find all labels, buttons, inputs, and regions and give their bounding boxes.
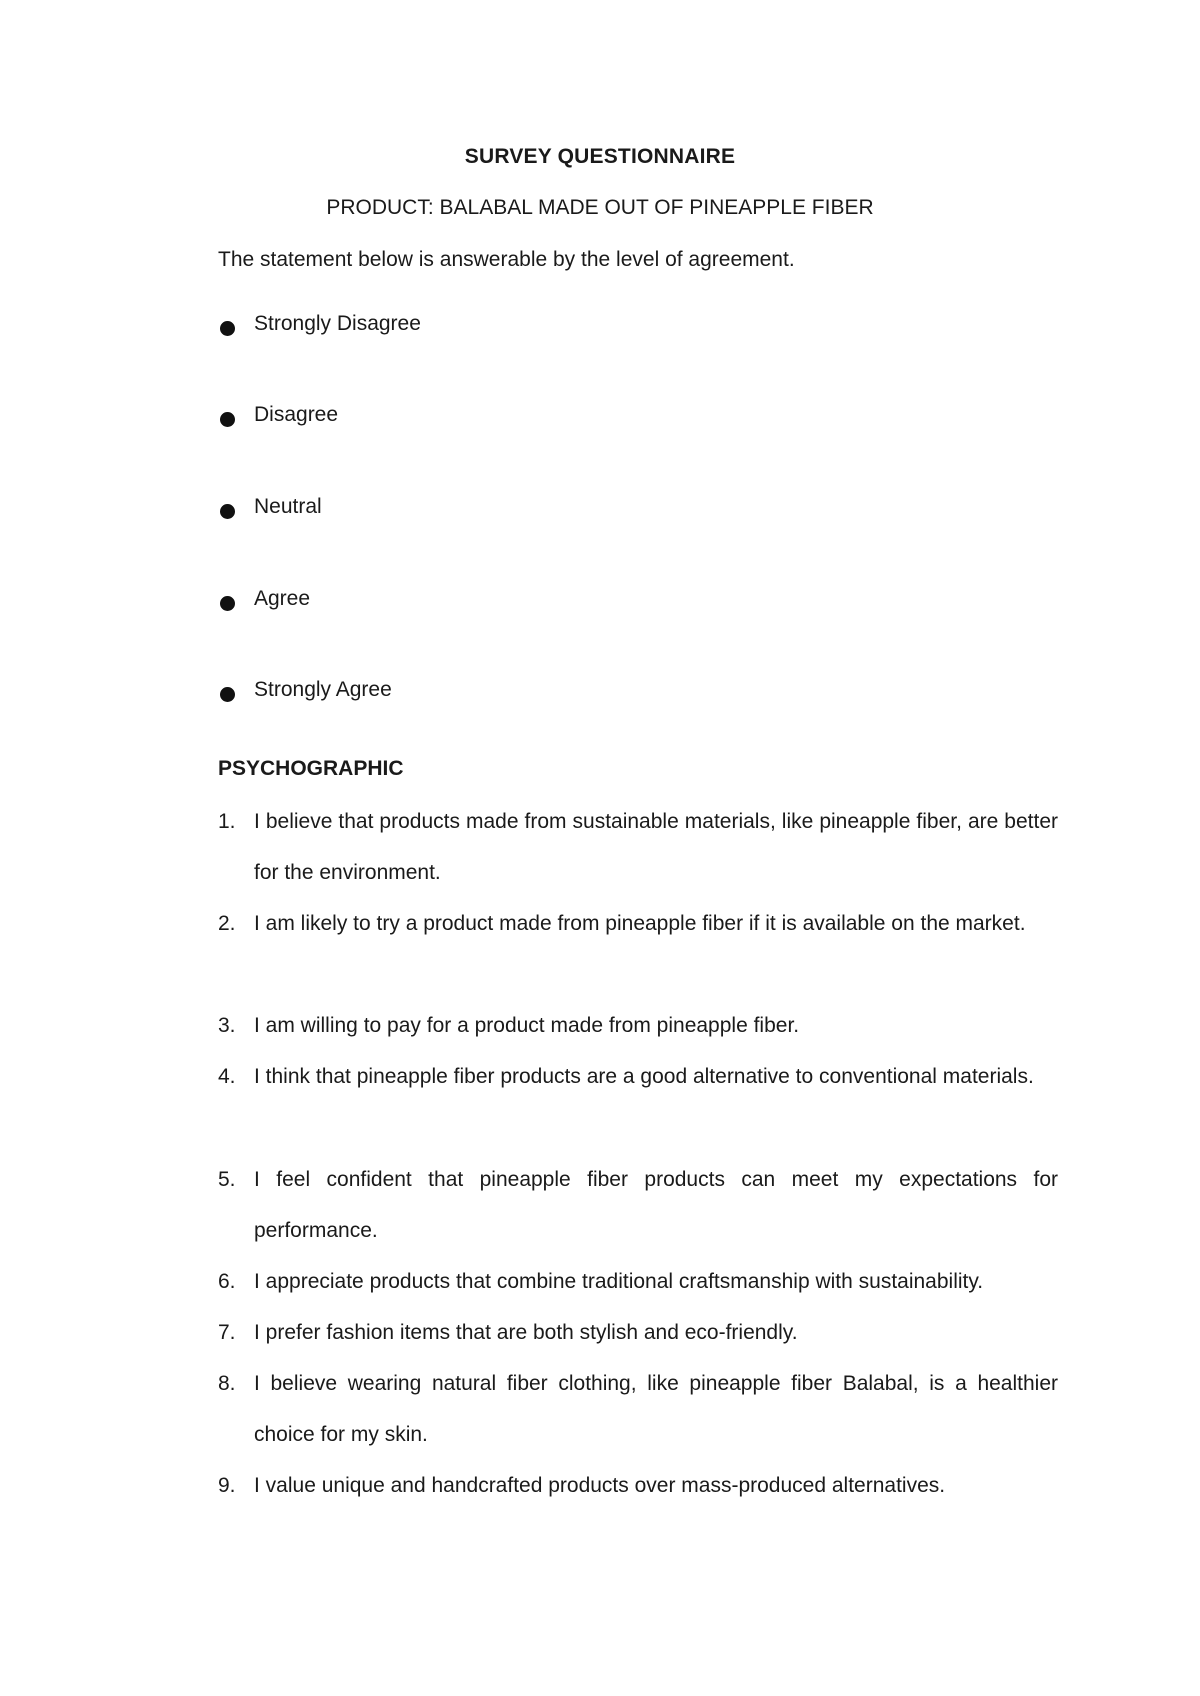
question-number: 1.	[218, 810, 236, 833]
bullet-icon	[220, 596, 235, 611]
scale-label: Strongly Disagree	[254, 312, 421, 335]
question-number: 6.	[218, 1270, 236, 1293]
question-item	[218, 1154, 1058, 1256]
scale-label: Neutral	[254, 495, 322, 518]
question-text: I appreciate products that combine traditional craftsmanship with sustainability.	[254, 1270, 984, 1293]
question-text: I am likely to try a product made from pineapple fiber if it is available on the market.	[254, 912, 1026, 935]
question-text: I am willing to pay for a product made from pineapple fiber.	[254, 1014, 800, 1037]
bullet-icon	[220, 504, 235, 519]
question-number: 7.	[218, 1321, 236, 1344]
document-subtitle: PRODUCT: BALABAL MADE OUT OF PINEAPPLE FIBER	[326, 196, 874, 219]
question-number: 8.	[218, 1372, 236, 1395]
question-item	[218, 1051, 1058, 1102]
question-number: 9.	[218, 1474, 236, 1497]
bullet-icon	[220, 687, 235, 702]
question-number: 2.	[218, 912, 236, 935]
question-number: 5.	[218, 1168, 236, 1191]
question-item	[218, 1307, 1058, 1358]
scale-label: Strongly Agree	[254, 678, 392, 701]
question-item	[218, 1256, 1058, 1307]
question-number: 3.	[218, 1014, 236, 1037]
intro-statement: The statement below is answerable by the level of agreement.	[218, 248, 795, 271]
scale-label: Disagree	[254, 403, 339, 426]
document-title: SURVEY QUESTIONNAIRE	[464, 145, 736, 168]
section-heading-psychographic: PSYCHOGRAPHIC	[218, 757, 404, 780]
question-number: 4.	[218, 1065, 236, 1088]
question-item	[218, 1000, 1058, 1051]
question-item	[218, 898, 1058, 949]
question-text: I prefer fashion items that are both stylish and eco-friendly.	[254, 1321, 798, 1344]
question-text: I feel confident that pineapple fiber products can meet my expectations for performance.	[254, 1168, 1058, 1242]
question-text: I believe wearing natural fiber clothing, like pineapple fiber Balabal, is a healthier choice for my skin.	[254, 1372, 1058, 1446]
question-item	[218, 796, 1058, 898]
question-item	[218, 1358, 1058, 1460]
bullet-icon	[220, 412, 235, 427]
question-text: I value unique and handcrafted products over mass-produced alternatives.	[254, 1474, 946, 1497]
bullet-icon	[220, 321, 235, 336]
question-text: I believe that products made from sustainable materials, like pineapple fiber, are better for the environment.	[254, 810, 1058, 884]
question-text: I think that pineapple fiber products are a good alternative to conventional materials.	[254, 1065, 1034, 1088]
scale-label: Agree	[254, 587, 311, 610]
question-item	[218, 1460, 1058, 1511]
